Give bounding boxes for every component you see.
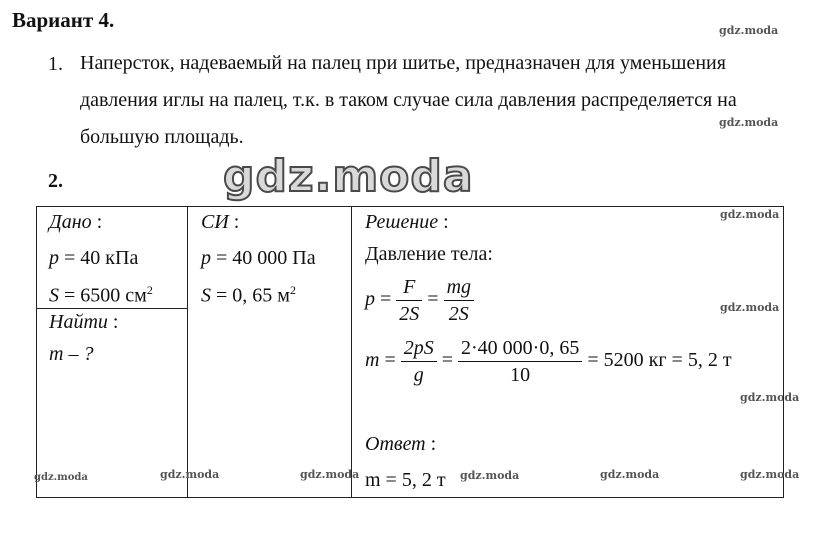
si-pressure: p = 40 000 Па (201, 247, 316, 269)
answer-value: m = 5, 2 т (365, 469, 446, 491)
watermark-large: gdz.moda (223, 151, 474, 202)
watermark: gdz.moda (460, 469, 520, 482)
item-1-line-2: давления иглы на палец, т.к. в таком случае сила давления распределяется на (80, 89, 737, 111)
watermark: gdz.moda (300, 468, 360, 481)
given-header: Дано : (49, 211, 103, 233)
watermark: gdz.moda (160, 468, 220, 481)
mass-formula: m = $\frac{2pS}{g}$ = $\frac{2\cdot 40 000\cdot 0, 65}{10}$ = 5200 кг = 5, 2 т (365, 337, 732, 386)
item-1-text (80, 45, 737, 156)
item-1-line-1: Наперсток, надеваемый на палец при шитье, предназначен для уменьшения (80, 52, 726, 74)
pressure-formula: p = $\frac{F}{2S}$ = $\frac{mg}{2S}$ (365, 274, 474, 327)
watermark: gdz.moda (600, 468, 660, 481)
fraction: $\frac{2pS}{g}$ (401, 335, 437, 388)
watermark: gdz.moda (720, 208, 780, 221)
watermark: gdz.moda (719, 116, 779, 129)
item-2-number: 2. (48, 170, 63, 192)
item-1-line-3: большую площадь. (80, 126, 244, 148)
variant-heading: Вариант 4. (12, 8, 115, 32)
si-area: S = 0, 65 $м^2$ (201, 283, 296, 307)
item-1-number: 1. (48, 53, 63, 75)
si-header: СИ : (201, 211, 240, 233)
watermark: gdz.moda (34, 472, 88, 483)
table-divider (187, 207, 188, 497)
fraction: $\frac{F}{2S}$ (396, 274, 422, 327)
watermark: gdz.moda (740, 391, 800, 404)
fraction: $\frac{mg}{2S}$ (444, 274, 474, 327)
find-expression: m – ? (49, 343, 94, 365)
table-divider (37, 308, 187, 309)
answer-header: Ответ : (365, 433, 437, 455)
watermark: gdz.moda (740, 468, 800, 481)
given-area: S = 6500 $см^2$ (49, 283, 153, 307)
table-divider (351, 207, 352, 497)
given-pressure: p = 40 кПа (49, 247, 139, 269)
watermark: gdz.moda (719, 24, 779, 37)
solution-intro: Давление тела: (365, 243, 493, 265)
solution-header: Решение : (365, 211, 449, 233)
solution-table (36, 206, 784, 498)
fraction: $\frac{2\cdot 40 000\cdot 0, 65}{10}$ (458, 335, 582, 388)
watermark: gdz.moda (720, 301, 780, 314)
find-header: Найти : (49, 311, 119, 333)
